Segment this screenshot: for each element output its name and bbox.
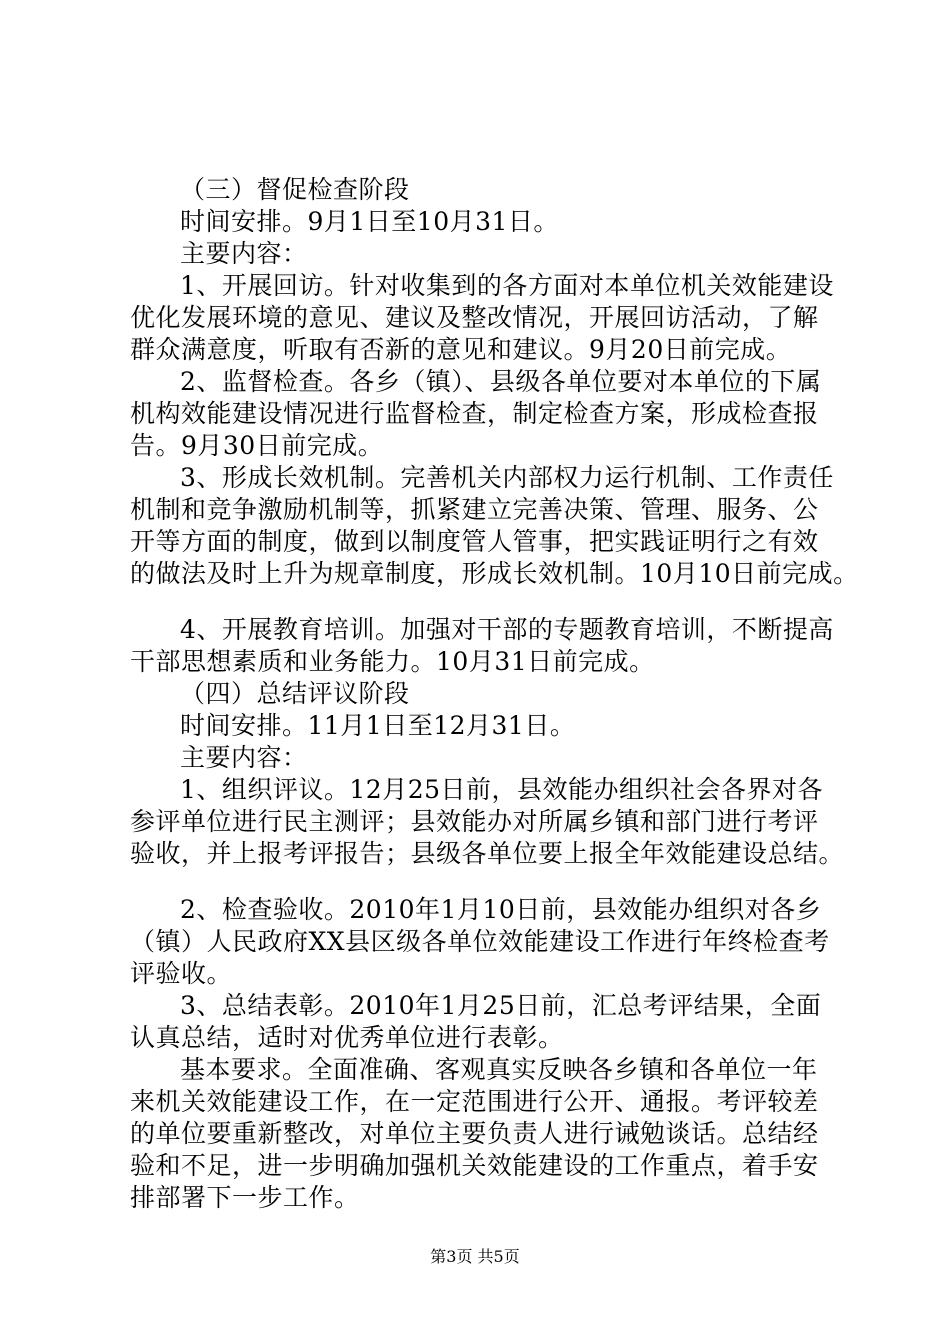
paragraph-line: 基本要求。全面准确、客观真实反映各乡镇和各单位一年 (180, 1055, 818, 1084)
paragraph-line: 认真总结，适时对优秀单位进行表彰。 (130, 1023, 564, 1052)
paragraph-line: 排部署下一步工作。 (130, 1183, 360, 1212)
paragraph-line: 1、组织评议。12月25日前，县效能办组织社会各界对各 (180, 775, 824, 804)
paragraph-line: 2、检查验收。2010年1月10日前，县效能办组织对各乡 (180, 895, 822, 924)
paragraph-line: 验收，并上报考评报告；县级各单位要上报全年效能建设总结。 (130, 839, 845, 868)
paragraph-line: 告。9月30日前完成。 (130, 431, 384, 460)
paragraph-line: 来机关效能建设工作，在一定范围进行公开、通报。考评较差 (130, 1087, 819, 1116)
paragraph-line: 优化发展环境的意见、建议及整改情况，开展回访活动，了解 (130, 303, 819, 332)
paragraph-line: 机制和竞争激励机制等，抓紧建立完善决策、管理、服务、公 (130, 495, 819, 524)
paragraph-line: 4、开展教育培训。加强对干部的专题教育培训，不断提高 (180, 615, 834, 644)
section-heading-4: （四）总结评议阶段 (180, 679, 410, 708)
paragraph-line: （镇）人民政府XX县区级各单位效能建设工作进行年终检查考 (130, 927, 830, 956)
paragraph-gap (130, 590, 830, 614)
paragraph-line: 主要内容： (180, 743, 308, 772)
page-footer: 第3页 共5页 (430, 1247, 520, 1266)
paragraph-line: 评验收。 (130, 959, 233, 988)
paragraph-line: 时间安排。11月1日至12月31日。 (180, 711, 576, 740)
paragraph-line: 参评单位进行民主测评；县效能办对所属乡镇和部门进行考评 (130, 807, 819, 836)
paragraph-line: 机构效能建设情况进行监督检查，制定检查方案，形成检查报 (130, 399, 819, 428)
paragraph-line: 2、监督检查。各乡（镇）、县级各单位要对本单位的下属 (180, 367, 822, 396)
paragraph-line: 主要内容： (180, 239, 308, 268)
paragraph-line: 的单位要重新整改，对单位主要负责人进行诫勉谈话。总结经 (130, 1119, 819, 1148)
paragraph-line: 干部思想素质和业务能力。10月31日前完成。 (130, 647, 655, 676)
paragraph-line: 的做法及时上升为规章制度，形成长效机制。10月10日前完成。 (130, 559, 859, 588)
paragraph-line: 3、形成长效机制。完善机关内部权力运行机制、工作责任 (180, 463, 834, 492)
document-body (130, 174, 859, 1214)
paragraph-line: 验和不足，进一步明确加强机关效能建设的工作重点，着手安 (130, 1151, 819, 1180)
section-heading-3: （三）督促检查阶段 (180, 175, 410, 204)
paragraph-line: 群众满意度，听取有否新的意见和建议。9月20日前完成。 (130, 335, 792, 364)
paragraph-line: 时间安排。9月1日至10月31日。 (180, 207, 559, 236)
paragraph-line: 1、开展回访。针对收集到的各方面对本单位机关效能建设 (180, 271, 834, 300)
paragraph-gap (130, 870, 830, 894)
paragraph-line: 3、总结表彰。2010年1月25日前，汇总考评结果，全面 (180, 991, 822, 1020)
paragraph-line: 开等方面的制度，做到以制度管人管事，把实践证明行之有效 (130, 527, 819, 556)
